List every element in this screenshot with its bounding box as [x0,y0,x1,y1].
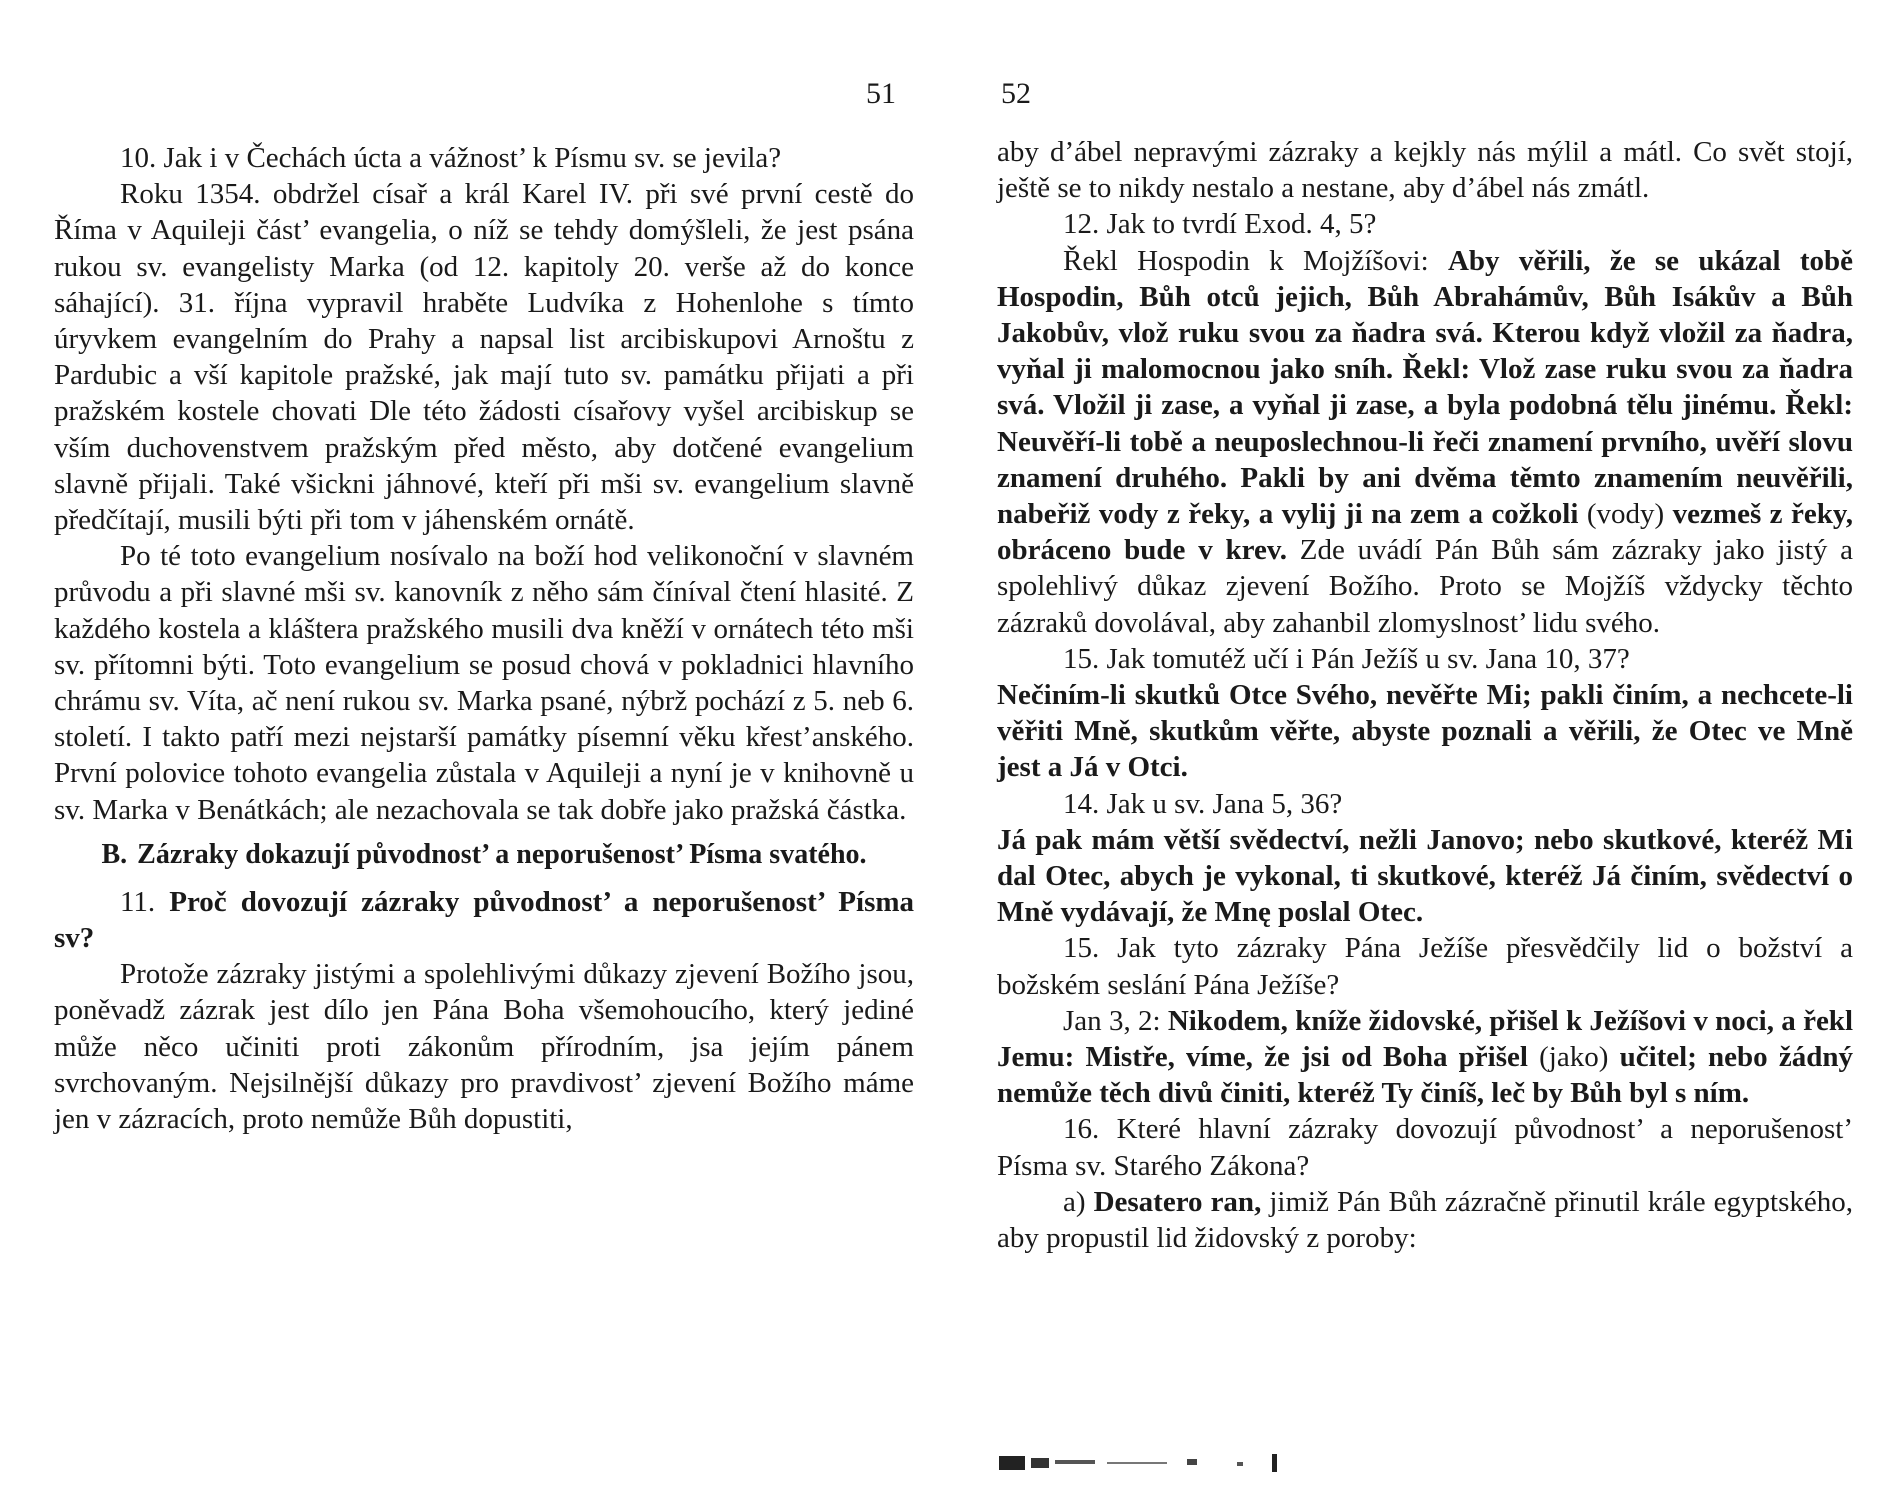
question-10: 10. Jak i v Čechách úcta a vážnost’ k Písmu sv. se jevila? [120,142,782,174]
reference-john-3: Jan 3, 2: [1063,1004,1161,1037]
ten-plagues-term: Desatero ran, [1093,1185,1262,1218]
section-label: B. [101,838,128,870]
answer-12-commentary: Zde uvádí Pán Bůh sám zázraky jako jistý a spolehlivý důkaz zjevení Božího. Proto se Mojžíš vždycky těchto zázraků dovolával, aby zahanbil zlomyslnost’ lidu svého. [997,534,1853,639]
question-11-text: Proč dovozují zázraky původnost’ a neporušenost’ Písma sv? [54,885,915,955]
question-16: 16. Které hlavní zázraky dovozují původnost’ a neporušenost’ Písma sv. Starého Zákona? [997,1113,1853,1182]
question-11 [54,884,914,956]
right-page-text [997,134,1853,1256]
scripture-quote-exodus-end: vezmeš z řeky, obráceno bude v krev. [997,498,1854,567]
answer-12 [997,243,1853,641]
answer-16 [997,1184,1853,1256]
right-page [947,0,1894,1500]
scripture-quote-john-5: Já pak mám větší svědectví, nežli Janovo; nebo skutkové, kteréž Mi dal Otec, abych je vykonal, ti skutkové, kteréž Já činím, svědectví o Mně vydávají, že Mnę poslal Otec. [997,823,1853,929]
scripture-quote-exodus: Aby věřili, že se ukázal tobě Hospodin, Bůh otců jejich, Bůh Abrahámův, Bůh Isákův a Bůh Jakobův, vlož ruku svou za ňadra svá. Kterou když vložil za ňadra, vyňal ji malomocnou jako sníh. Řekl: Vlož zase ruku svou za ňadra svá. Vložil ji zase, a vyňal ji zase, a byla podobná tělu jinému. Řekl: Neuvěří-li tobě a neuposlechnou-li řeči znamení prvního, uvěří slovu znamení druhého. Pakli by ani dvěma těmto znamením neuvěřili, nabeřiž vody z řeky, a vylij ji na zem a cožkoli [997,244,1853,531]
question-11-number: 11. [120,885,156,918]
page-number: 52 [1001,77,1031,110]
print-smudge [997,1450,1337,1474]
question-15b: 15. Jak tyto zázraky Pána Ježíše přesvědčily lid o božství a božském seslání Pána Ježíše? [997,932,1853,1001]
list-label: a) [1063,1185,1086,1218]
question-15a: 15. Jak tomutéž učí i Pán Ježíš u sv. Jana 10, 37? [1063,642,1630,675]
scripture-quote-nicodemus: Nikodem, kníže židovské, přišel k Ježíšovi v noci, a řekl Jemu: Mistře, víme, že jsi od Boha přišel [997,1004,1853,1074]
answer-10-paragraph-2: Po té toto evangelium nosívalo na boží hod velikonoční v slavném průvodu a při slavné mši sv. kanovník z něho sám číníval čtení hlasité. Z každého kostela a kláštera pražského musili dva kněží v ornátech této mši sv. přítomni býti. Toto evangelium se posud chová v pokladnici hlavního chrámu sv. Víta, ač není rukou sv. Marka psané, nýbrž pochází z 5. neb 6. století. I takto patří mezi nejstarší památky písemní věku křest’anského. První polovice tohoto evangelia zůstala v Aquileji a nyní je v knihovně u sv. Marka v Benátkách; ale nezachovala se tak dobře jako pražská částka. [54,540,914,826]
answer-15b [997,1003,1853,1112]
parenthetical: (jako) [1539,1041,1609,1074]
parenthetical: (vody) [1586,498,1665,531]
answer-10: Roku 1354. obdržel císař a král Karel IV. při své první cestě do Říma v Aquileji část’ evangelia, o níž se tehdy domýšleli, že jest psána rukou sv. evangelisty Marka (od 12. kapitoly 20. verše až do konce sáhající). 31. října vypravil hraběte Ludvíka z Hohenlohe s tímto úryvkem evangelním do Prahy a napsal list arcibiskupovi Arnoštu z Pardubic a vší kapitole pražské, jak mají tuto sv. památku přijati a při pražském kostele chovati Dle této žádosti císařovy vyšel arcibiskup se vším duchovenstvem pražským před město, aby dotčené evangelium slavně přijali. Také všickni jáhnové, kteří při mši sv. evangelium slavně předčítají, musili býti při tom v jáhenském ornátě. [54,178,914,537]
answer-11: Protože zázraky jistými a spolehlivými důkazy zjevení Božího jsou, poněvadž zázrak jest dílo jen Pána Boha všemohoucího, který jediné může něco učiniti proti zákonům přírodním, jsa jejím pánem svrchovaným. Nejsilnější důkazy pro pravdivost’ zjevení Božího máme jen v zázracích, proto nemůže Bůh dopustiti, [54,958,914,1136]
scripture-quote-john-10: Nečiním-li skutků Otce Svého, nevěřte Mi; pakli činím, a nechcete-li věřiti Mně, skutkům věřte, abyste poznali a věřili, že Otec ve Mně jest a Já v Otci. [997,679,1853,784]
left-page-text [54,140,914,1137]
section-heading [54,836,914,874]
page-number: 51 [866,77,896,110]
continuation-text: aby d’ábel nepravými zázraky a kejkly nás mýlil a mátl. Co svět stojí, ještě se to nikdy nestalo a nestane, aby d’ábel nás zmátl. [997,136,1853,205]
question-12: 12. Jak to tvrdí Exod. 4, 5? [1063,208,1377,241]
question-14: 14. Jak u sv. Jana 5, 36? [1063,787,1343,820]
answer-16-text: jimiž Pán Bůh zázračně přinutil krále egyptského, aby propustil lid židovský z poroby: [997,1185,1854,1255]
section-title: Zázraky dokazují původnost’ a neporušenost’ Písma svatého. [137,838,867,870]
answer-12-intro: Řekl Hospodin k Mojžíšovi: [1063,244,1429,277]
scripture-quote-nicodemus-end: učitel; nebo žádný nemůže těch divů činiti, kteréž Ty činíš, leč by Bůh byl s ním. [997,1041,1853,1110]
